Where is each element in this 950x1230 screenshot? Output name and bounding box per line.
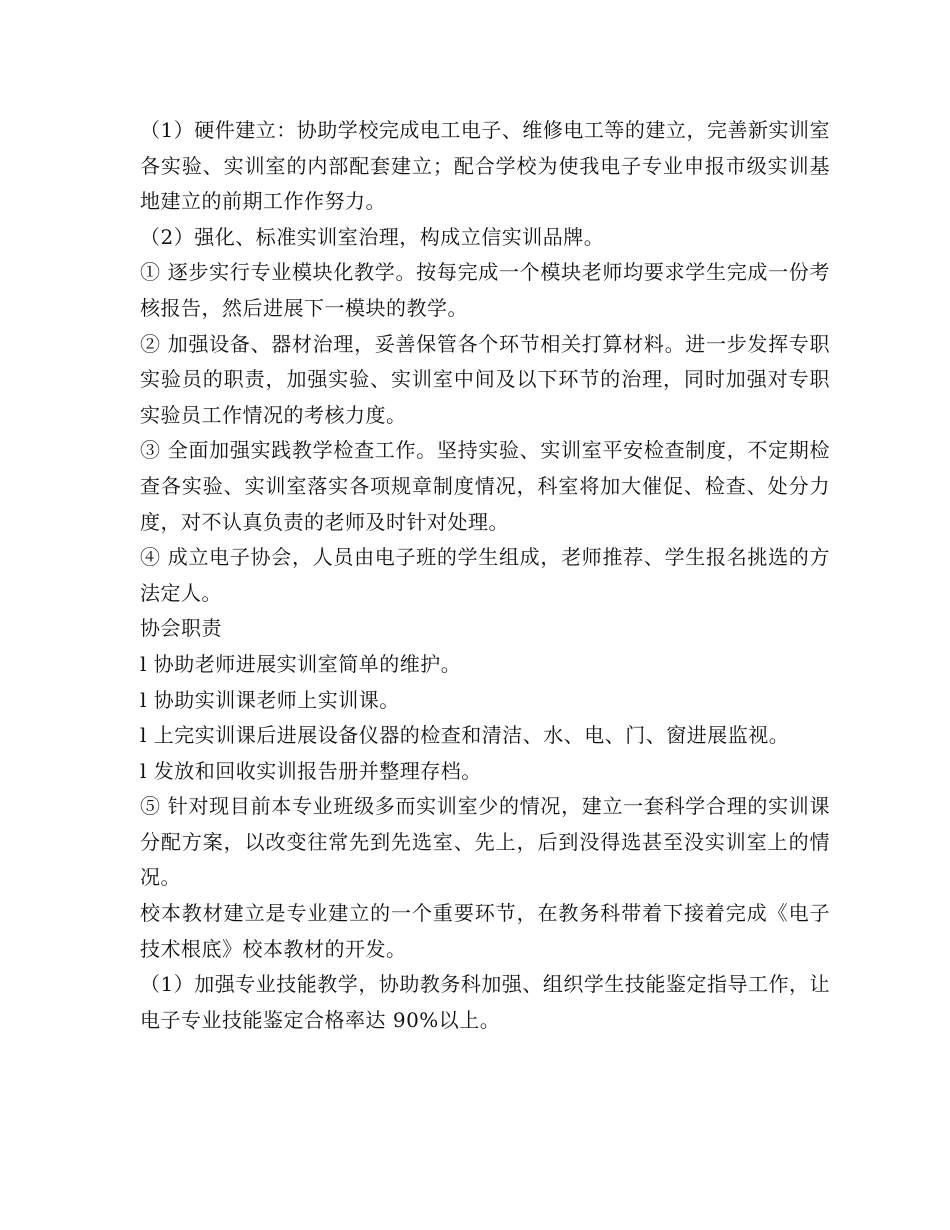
document-body <box>140 113 830 1038</box>
paragraph-item-1-modular-teaching: ① 逐步实行专业模块化教学。按每完成一个模块老师均要求学生完成一份考核报告，然后进展下一模块的教学。 <box>140 260 830 320</box>
list-item-duty-reports: l 发放和回收实训报告册并整理存档。 <box>140 758 482 783</box>
paragraph-item-5-allocation-plan: ⑤ 针对现目前本专业班级多而实训室少的情况，建立一套科学合理的实训课分配方案，以改变往常先到先选室、先上，后到没得选甚至没实训室上的情况。 <box>140 794 830 890</box>
paragraph-textbook-development: 校本教材建立是专业建立的一个重要环节，在教务科带着下接着完成《电子技术根底》校本教材的开发。 <box>140 901 830 961</box>
paragraph-hardware-construction: （1）硬件建立：协助学校完成电工电子、维修电工等的建立，完善新实训室各实验、实训室的内部配套建立；配合学校为使我电子专业申报市级实训基地建立的前期工作作努力。 <box>140 118 830 214</box>
paragraph-item-3-practice-inspection: ③ 全面加强实践教学检查工作。坚持实验、实训室平安检查制度，不定期检查各实验、实训室落实各项规章制度情况，科室将加大催促、检查、处分力度，对不认真负责的老师及时针对处理。 <box>140 438 830 534</box>
paragraph-skill-teaching: （1）加强专业技能教学，协助教务科加强、组织学生技能鉴定指导工作，让电子专业技能鉴定合格率达 90%以上。 <box>140 972 830 1032</box>
paragraph-item-2-equipment-management: ② 加强设备、器材治理，妥善保管各个环节相关打算材料。进一步发挥专职实验员的职责，加强实验、实训室中间及以下环节的治理，同时加强对专职实验员工作情况的考核力度。 <box>140 331 830 427</box>
list-item-duty-maintenance: l 协助老师进展实训室简单的维护。 <box>140 651 462 676</box>
paragraph-lab-management: （2）强化、标准实训室治理，构成立信实训品牌。 <box>140 224 605 249</box>
list-item-duty-inspection: l 上完实训课后进展设备仪器的检查和清洁、水、电、门、窗进展监视。 <box>140 723 790 748</box>
section-heading-association-duties: 协会职责 <box>140 616 222 641</box>
list-item-duty-assist-class: l 协助实训课老师上实训课。 <box>140 687 400 712</box>
paragraph-item-4-electronics-association: ④ 成立电子协会，人员由电子班的学生组成，老师推荐、学生报名挑选的方法定人。 <box>140 545 830 605</box>
